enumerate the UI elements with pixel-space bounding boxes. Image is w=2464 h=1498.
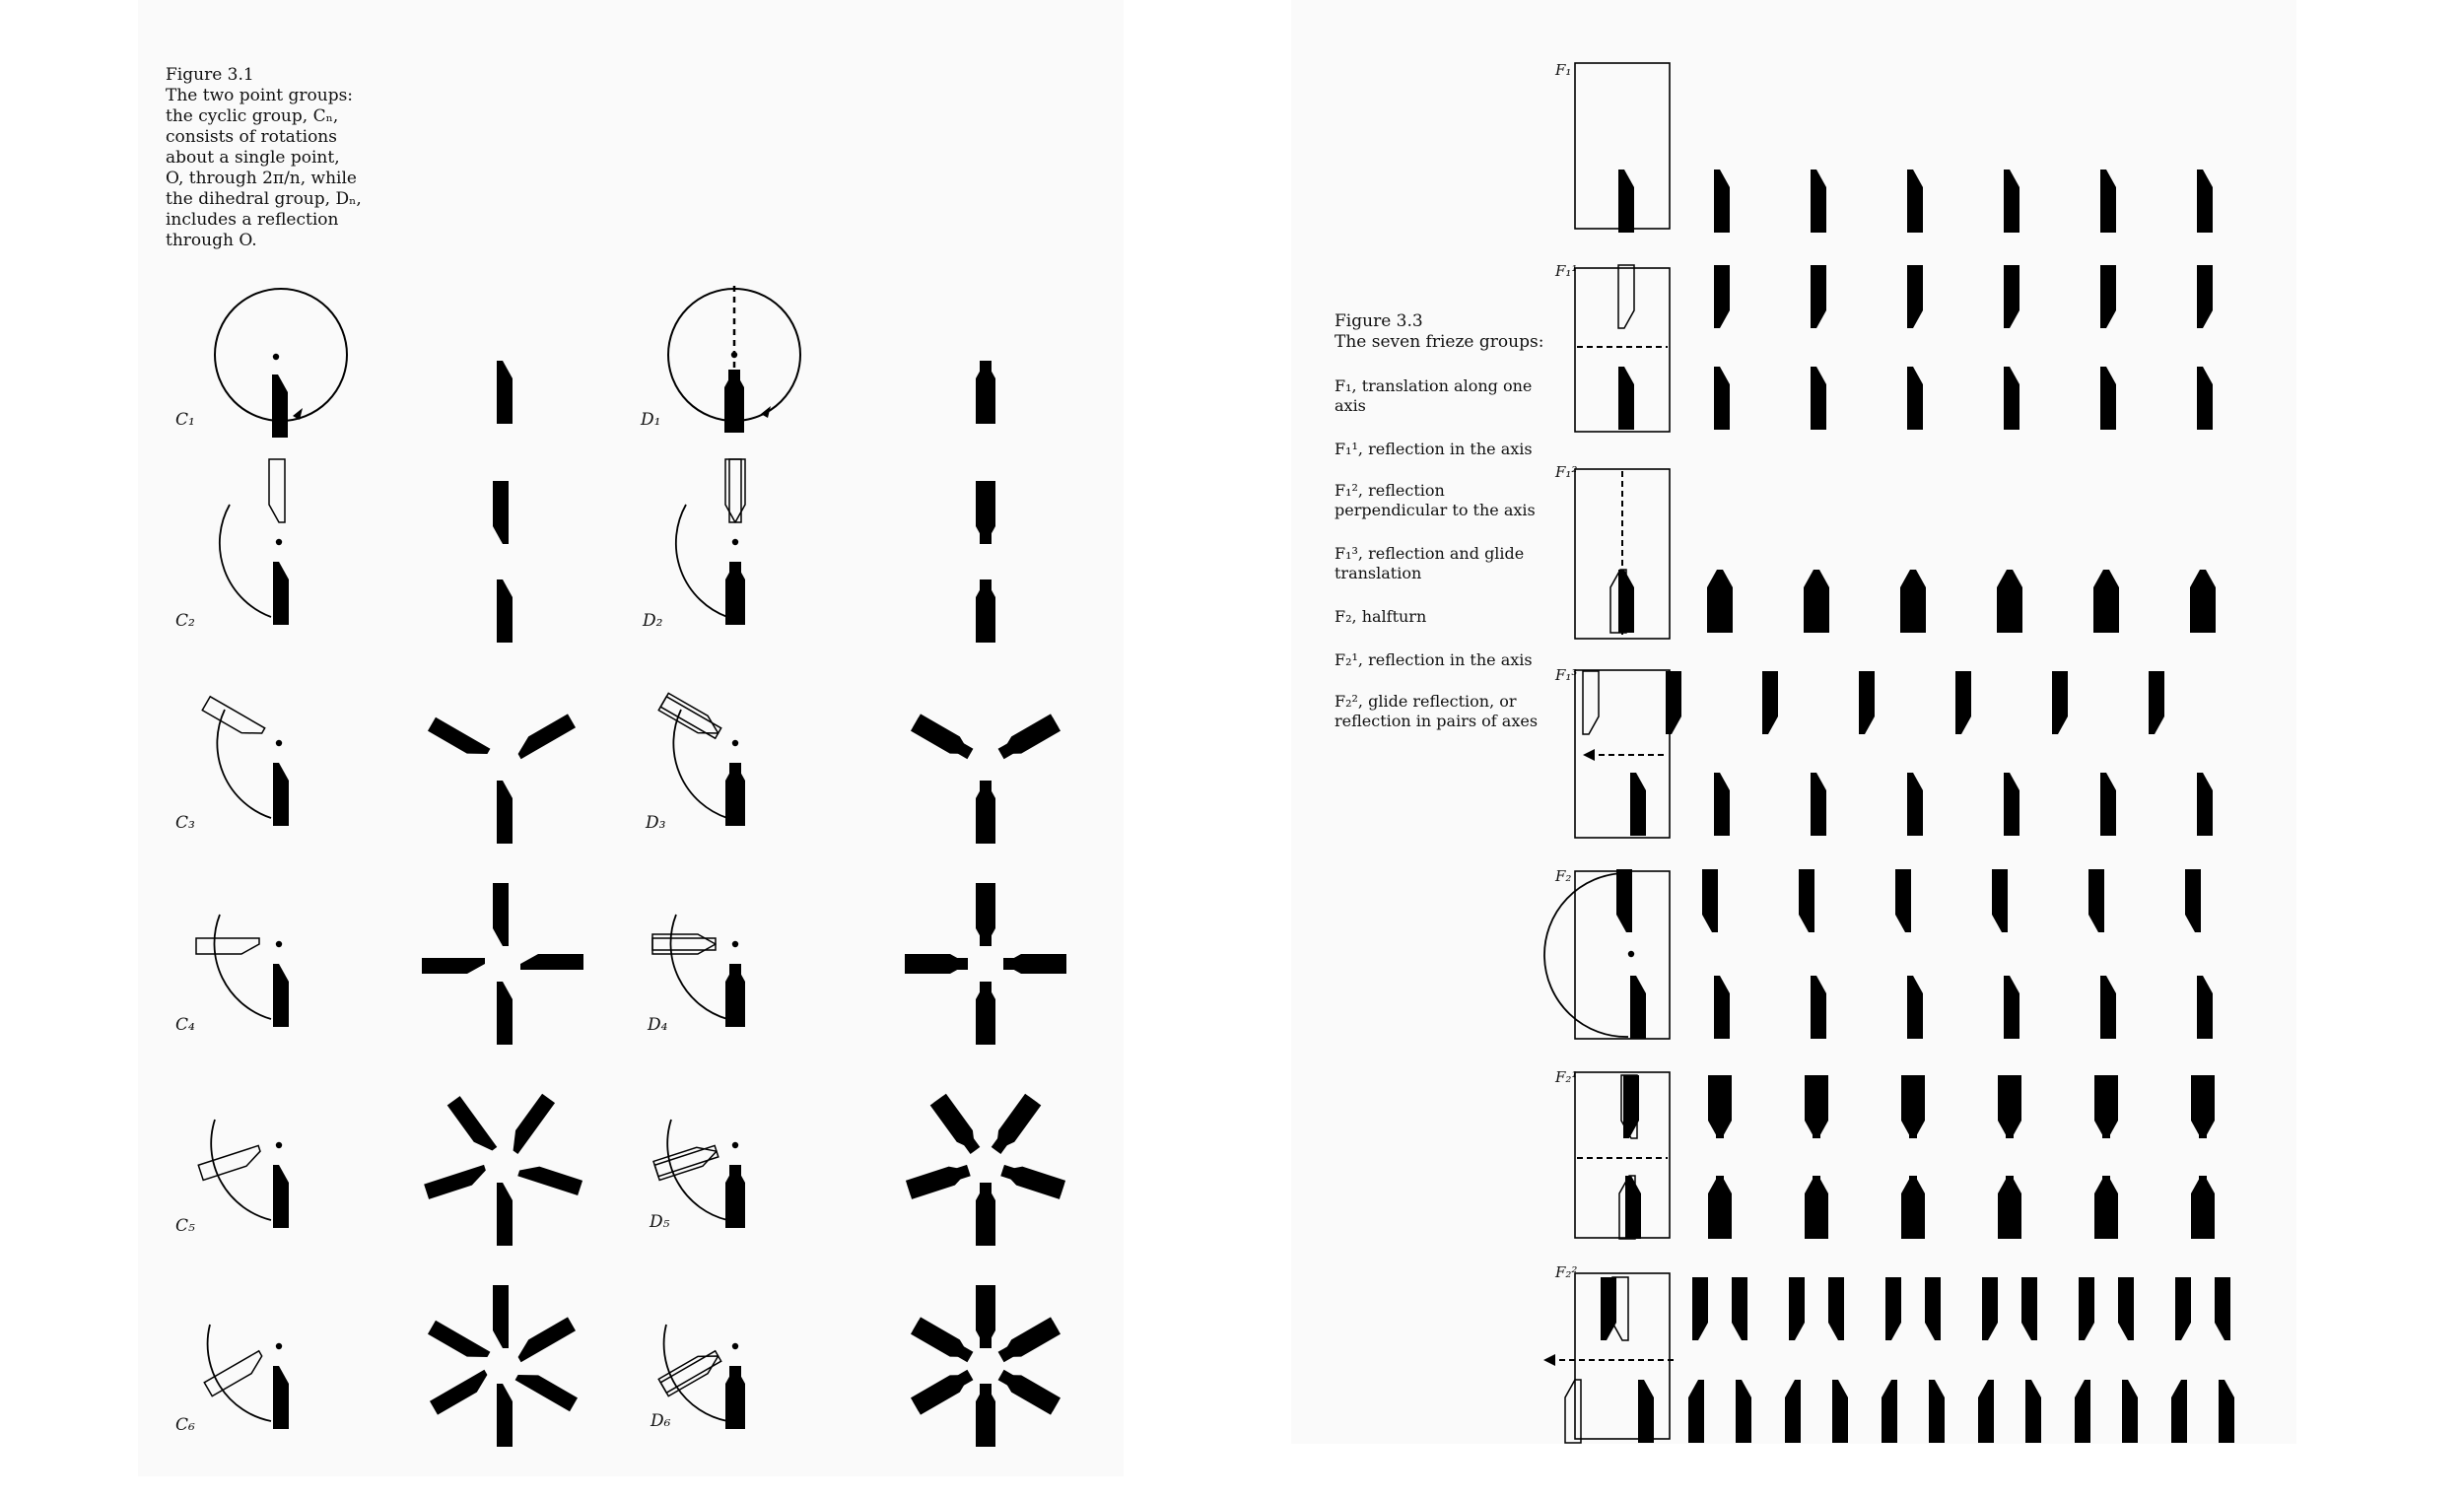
label-d5: D₅	[650, 1212, 670, 1232]
d5-motif-left	[725, 1165, 741, 1228]
c6-pattern-motif-1	[497, 1384, 513, 1447]
d6-rotation-arc	[664, 1325, 727, 1421]
c1-center-dot	[273, 354, 279, 360]
f1-3-top-5	[2052, 671, 2068, 734]
f2-2-bottom-a-4	[2025, 1380, 2041, 1443]
f2-2-bottom-b-2	[1785, 1380, 1801, 1443]
d3-rotation-arc	[673, 710, 727, 818]
legend-f1: F₁, translation along one axis	[1335, 376, 1533, 415]
f1-3-glide-arrowhead	[1583, 749, 1595, 761]
f2-2-cell-glide-copy	[1565, 1380, 1581, 1443]
f1-1-top-1	[1714, 265, 1730, 328]
f1-1-top-4	[2004, 265, 2019, 328]
f1-1-bottom-3	[1907, 367, 1923, 430]
d2-copy-left	[729, 459, 745, 522]
f2-bottom-2	[1811, 976, 1826, 1039]
f2-2-bottom-a-1	[1736, 1380, 1751, 1443]
f2-1-bottom-left-6	[2191, 1176, 2207, 1239]
label-c3: C₃	[175, 813, 195, 833]
d6-pattern-motif-l4	[980, 1285, 995, 1348]
c5-pattern-motif-5	[517, 1161, 582, 1195]
f2-bottom-3	[1907, 976, 1923, 1039]
c6-pattern-motif-2	[430, 1370, 492, 1415]
c6-pattern-motif-3	[428, 1321, 490, 1366]
f1-3-bottom-3	[1907, 773, 1923, 836]
row-label-f2-2: F₂²	[1555, 1263, 1578, 1281]
figure-3-3-title: Figure 3.3	[1335, 311, 1423, 331]
c3-motif	[273, 763, 289, 826]
c2-center-dot	[276, 539, 282, 545]
frieze-7-cell-box	[1575, 1273, 1670, 1439]
f1-1-top-2	[1811, 265, 1826, 328]
f1-1-top-5	[2100, 265, 2116, 328]
f2-2-top-a-1	[1692, 1277, 1708, 1340]
d4-pattern-motif-l3	[980, 883, 995, 946]
d3-pattern-motif-l1	[976, 781, 992, 844]
d6-motif-left	[725, 1366, 741, 1429]
c5-motif	[273, 1165, 289, 1228]
d6-pattern-motif-l1	[976, 1384, 992, 1447]
d4-motif-left	[725, 964, 741, 1027]
f1-3-bottom-2	[1811, 773, 1826, 836]
figure-3-3-subtitle: The seven frieze groups:	[1335, 332, 1544, 352]
c5-pattern-motif-4	[505, 1094, 555, 1154]
c1-pattern-motif-1	[497, 361, 513, 424]
f2-cell-motif	[1630, 976, 1646, 1039]
f2-bottom-5	[2100, 976, 2116, 1039]
d4-pattern-motif-l2	[905, 954, 968, 970]
f1-2-left-1	[1707, 570, 1723, 633]
f1-repeat-6	[2197, 170, 2213, 233]
f1-1-bottom-6	[2197, 367, 2213, 430]
f1-repeat-1	[1714, 170, 1730, 233]
d1-center-dot	[731, 352, 737, 358]
c5-rotated-copy	[198, 1145, 263, 1180]
f2-center-dot	[1628, 951, 1634, 957]
legend-f1-1: F₁¹, reflection in the axis	[1335, 440, 1533, 458]
f2-cell-rotated	[1616, 869, 1632, 932]
f1-2-left-2	[1804, 570, 1819, 633]
figure-3-1-title: Figure 3.1	[166, 65, 254, 85]
f1-2-left-4	[1997, 570, 2013, 633]
c4-rotated-copy	[196, 938, 259, 954]
legend-f2-2: F₂², glide reflection, or reflection in pairs of axes	[1335, 692, 1539, 730]
d5-pattern-motif-l1	[976, 1183, 992, 1246]
f2-1-top-left-3	[1901, 1075, 1917, 1138]
legend-f1-3: F₁³, reflection and glide translation	[1335, 544, 1525, 582]
c6-center-dot	[276, 1343, 282, 1349]
f2-bottom-4	[2004, 976, 2019, 1039]
label-c2: C₂	[175, 611, 195, 631]
f2-2-bottom-b-4	[1978, 1380, 1994, 1443]
f2-1-top-left-5	[2094, 1075, 2110, 1138]
c4-pattern-motif-1	[497, 982, 513, 1045]
c6-pattern-motif-4	[493, 1285, 509, 1348]
row-label-f1-3: F₁³	[1555, 666, 1578, 684]
f2-top-2	[1799, 869, 1814, 932]
c3-pattern-motif-2	[428, 717, 490, 763]
d4-pattern-motif-l1	[976, 982, 992, 1045]
d1-pattern-motif-l1	[976, 361, 992, 424]
c1-motif	[272, 374, 288, 438]
row-label-f2-1: F₂¹	[1555, 1068, 1578, 1086]
d2-center-dot	[732, 539, 738, 545]
c2-motif	[273, 562, 289, 625]
label-c5: C₅	[175, 1216, 195, 1236]
f1-1-cell-motif	[1618, 367, 1634, 430]
f2-2-bottom-b-5	[2075, 1380, 2090, 1443]
f2-halfturn-arc	[1544, 873, 1628, 1037]
f2-1-top-left-4	[1998, 1075, 2014, 1138]
c4-pattern-motif-3	[493, 883, 509, 946]
f2-1-bottom-left-1	[1708, 1176, 1724, 1239]
c6-rotation-arc	[208, 1325, 271, 1421]
label-d2: D₂	[643, 611, 663, 631]
f2-2-glide-arrowhead	[1543, 1354, 1555, 1366]
f2-2-bottom-a-5	[2122, 1380, 2138, 1443]
d4-copy-right	[652, 938, 716, 954]
label-c4: C₄	[175, 1015, 195, 1035]
f2-1-bottom-left-2	[1805, 1176, 1820, 1239]
f1-3-top-4	[1955, 671, 1971, 734]
d4-rotation-arc	[670, 915, 727, 1019]
label-c1: C₁	[175, 410, 195, 430]
d3-copy-right	[658, 697, 720, 742]
f1-3-cell-motif	[1630, 773, 1646, 836]
row-label-f1: F₁	[1555, 61, 1572, 79]
f2-2-bottom-b-1	[1688, 1380, 1704, 1443]
f2-bottom-6	[2197, 976, 2213, 1039]
f1-2-left-5	[2093, 570, 2109, 633]
f1-3-top-2	[1762, 671, 1778, 734]
c4-pattern-motif-2	[422, 958, 485, 974]
c2-rotated-copy	[269, 459, 285, 522]
f1-2-left-6	[2190, 570, 2206, 633]
f2-2-top-b-6	[2215, 1277, 2230, 1340]
f2-1-top-left-1	[1708, 1075, 1724, 1138]
f2-1-bottom-left-5	[2094, 1176, 2110, 1239]
c3-rotated-copy	[202, 697, 264, 742]
f1-repeat-4	[2004, 170, 2019, 233]
f1-3-top-6	[2149, 671, 2164, 734]
f2-2-top-b-2	[1828, 1277, 1844, 1340]
c5-rotation-arc	[211, 1120, 271, 1220]
f1-1-bottom-2	[1811, 367, 1826, 430]
f2-1-bottom-left-4	[1998, 1176, 2014, 1239]
f2-2-cell-top-2	[1601, 1277, 1616, 1340]
f1-3-top-3	[1859, 671, 1875, 734]
row-label-f1-2: F₁²	[1555, 463, 1578, 481]
label-d6: D₆	[650, 1411, 671, 1431]
f2-2-cell-motif	[1638, 1380, 1654, 1443]
f1-repeat-2	[1811, 170, 1826, 233]
f2-2-top-a-4	[1982, 1277, 1998, 1340]
label-d3: D₃	[646, 813, 666, 833]
f2-1-bottom-left-3	[1901, 1176, 1917, 1239]
c3-rotation-arc	[217, 710, 271, 818]
f1-3-bottom-1	[1714, 773, 1730, 836]
f2-1-cell-motif	[1625, 1176, 1641, 1239]
d2-copy-right	[725, 459, 741, 522]
f2-top-5	[2088, 869, 2104, 932]
f1-cell-motif	[1618, 170, 1634, 233]
f1-3-cell-reflection	[1583, 671, 1599, 734]
f1-3-top-1	[1666, 671, 1681, 734]
f1-repeat-5	[2100, 170, 2116, 233]
c4-pattern-motif-4	[520, 954, 583, 970]
c3-center-dot	[276, 740, 282, 746]
figure-3-1-text: The two point groups: the cyclic group, Cₙ, consists of rotations about a single point, O, through 2π/n, while the dihedral group, Dₙ, includes a reflection through O.	[166, 86, 362, 250]
legend-f1-2: F₁², reflection perpendicular to the axis	[1335, 481, 1536, 519]
f1-1-bottom-4	[2004, 367, 2019, 430]
f2-2-top-a-6	[2175, 1277, 2191, 1340]
d1-arrowhead	[761, 406, 771, 418]
d3-center-dot	[732, 740, 738, 746]
f2-2-bottom-a-2	[1832, 1380, 1848, 1443]
c3-pattern-motif-3	[513, 714, 576, 759]
f1-2-left-3	[1900, 570, 1916, 633]
f1-1-top-3	[1907, 265, 1923, 328]
legend-f2: F₂, halfturn	[1335, 607, 1427, 626]
d4-center-dot	[732, 941, 738, 947]
c6-motif	[273, 1366, 289, 1429]
c5-pattern-motif-1	[497, 1183, 513, 1246]
c6-pattern-motif-6	[515, 1366, 578, 1411]
f2-top-6	[2185, 869, 2201, 932]
c4-motif	[273, 964, 289, 1027]
label-d4: D₄	[648, 1015, 668, 1035]
c6-pattern-motif-5	[513, 1317, 576, 1362]
f2-1-top-left-2	[1805, 1075, 1820, 1138]
f2-2-top-b-1	[1732, 1277, 1747, 1340]
d5-pattern-motif-l4	[992, 1096, 1042, 1156]
f2-2-bottom-a-6	[2219, 1380, 2234, 1443]
d4-pattern-motif-l4	[1003, 958, 1066, 974]
c4-center-dot	[276, 941, 282, 947]
frieze-6-cell-box	[1575, 1072, 1670, 1238]
f2-top-3	[1895, 869, 1911, 932]
c5-pattern-motif-3	[447, 1096, 498, 1156]
d6-center-dot	[732, 1343, 738, 1349]
c3-pattern-motif-1	[497, 781, 513, 844]
d2-pattern-motif-l2	[980, 481, 995, 544]
row-label-f1-1: F₁¹	[1555, 262, 1578, 280]
c2-rotation-arc	[220, 505, 271, 617]
c2-pattern-motif-2	[493, 481, 509, 544]
f1-1-bottom-1	[1714, 367, 1730, 430]
f2-2-bottom-b-3	[1882, 1380, 1897, 1443]
c2-pattern-motif-1	[497, 579, 513, 643]
d5-center-dot	[732, 1142, 738, 1148]
d3-copy-left	[660, 693, 722, 738]
d2-motif-left	[725, 562, 741, 625]
f2-top-1	[1702, 869, 1718, 932]
d4-copy-left	[652, 934, 716, 950]
f1-1-bottom-5	[2100, 367, 2116, 430]
f1-1-cell-reflection	[1618, 265, 1634, 328]
d1-motif-left	[724, 370, 740, 433]
f2-2-top-a-3	[1885, 1277, 1901, 1340]
d2-rotation-arc	[676, 505, 727, 617]
f1-3-bottom-5	[2100, 773, 2116, 836]
legend-f2-1: F₂¹, reflection in the axis	[1335, 650, 1533, 669]
f2-2-top-a-5	[2079, 1277, 2094, 1340]
row-label-f2: F₂	[1555, 867, 1572, 885]
c5-center-dot	[276, 1142, 282, 1148]
f1-repeat-3	[1907, 170, 1923, 233]
d3-motif-left	[725, 763, 741, 826]
f2-2-top-a-2	[1789, 1277, 1805, 1340]
f1-1-top-6	[2197, 265, 2213, 328]
label-d1: D₁	[641, 410, 661, 430]
f2-2-bottom-b-6	[2171, 1380, 2187, 1443]
f2-2-bottom-a-3	[1929, 1380, 1945, 1443]
c4-rotation-arc	[214, 915, 271, 1019]
f2-top-4	[1992, 869, 2008, 932]
d2-pattern-motif-l1	[976, 579, 992, 643]
f2-2-top-b-3	[1925, 1277, 1941, 1340]
c5-pattern-motif-2	[424, 1165, 489, 1199]
f2-1-top-left-6	[2191, 1075, 2207, 1138]
label-c6: C₆	[175, 1415, 195, 1435]
f1-3-bottom-6	[2197, 773, 2213, 836]
f2-bottom-1	[1714, 976, 1730, 1039]
f2-2-top-b-5	[2118, 1277, 2134, 1340]
f1-3-bottom-4	[2004, 773, 2019, 836]
f2-2-top-b-4	[2021, 1277, 2037, 1340]
